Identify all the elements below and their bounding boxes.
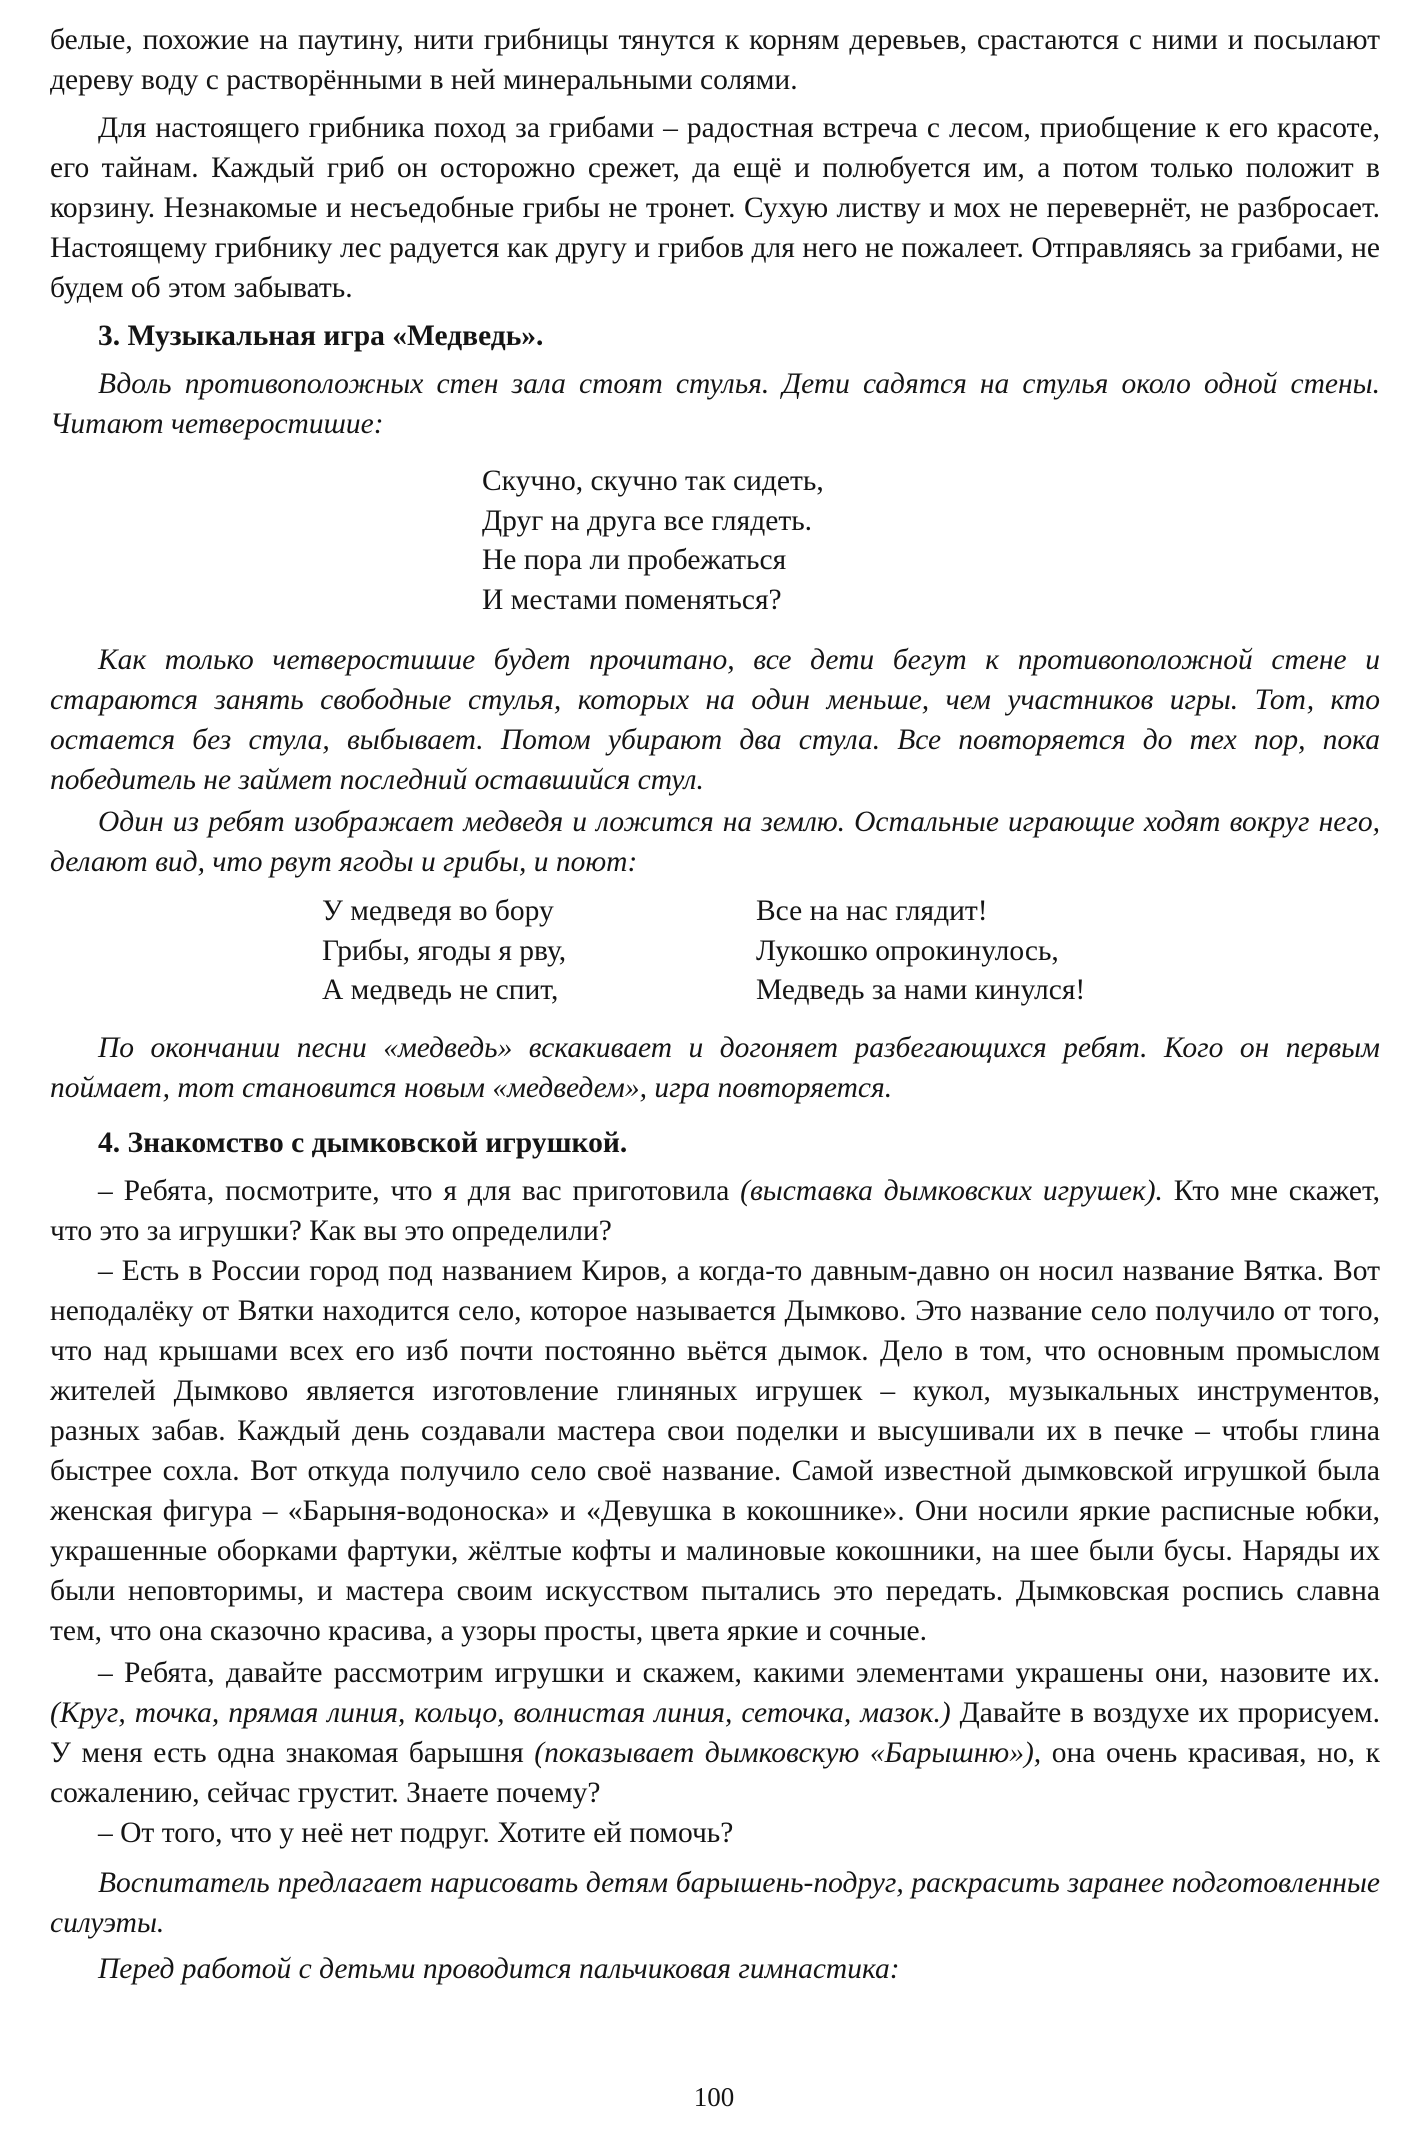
instruction-chairs: Вдоль противоположных стен зала стоят стулья. Дети садятся на стулья около одной стены. Читают четверостишие:	[50, 368, 1380, 440]
song-line: Лукошко опрокинулось,	[756, 934, 1059, 967]
question-elements-list: (Круг, точка, прямая линия, кольцо, волнистая линия, сеточка, мазок.)	[50, 1697, 951, 1729]
song-line: Грибы, ягоды я рву,	[322, 934, 567, 967]
quatrain-line: Друг на друга все глядеть.	[482, 504, 813, 537]
quatrain	[482, 462, 824, 620]
song-line: Все на нас глядит!	[756, 895, 988, 927]
song-line: Медведь за нами кинулся!	[756, 974, 1086, 1006]
question-friends: – От того, что у неё нет подруг. Хотите ей помочь?	[98, 1817, 734, 1849]
question-elements-note: (показывает дымковскую «Барышню»),	[534, 1737, 1042, 1769]
instruction-end: По окончании песни «медведь» вскакивает и догоняет разбегающихся ребят. Кого он первым поймает, тот становится новым «медведем», игра повторяется.	[50, 1032, 1380, 1104]
text-block-top	[50, 20, 1380, 308]
heading-section-4: 4. Знакомство с дымковской игрушкой.	[98, 1127, 628, 1159]
instruction-gymnastics: Перед работой с детьми проводится пальчиковая гимнастика:	[98, 1953, 900, 1985]
question-elements-text-3: она очень красивая, но, к сожалению, сейчас грустит. Знаете почему?	[50, 1737, 1380, 1809]
instruction-bear: Один из ребят изображает медведя и ложится на землю. Остальные играющие ходят вокруг него, делают вид, что рвут ягоды и грибы, и поют:	[50, 806, 1380, 878]
question-toys-text-2: Кто мне скажет, что это за игрушки? Как вы это определили?	[50, 1175, 1380, 1247]
quatrain-line: И местами поменяться?	[482, 583, 782, 616]
quatrain-line: Скучно, скучно так сидеть,	[482, 465, 824, 497]
song-line: А медведь не спит,	[322, 974, 559, 1006]
paragraph-intro-end: белые, похожие на паутину, нити грибницы тянутся к корням деревьев, срастаются с ними и посылают дереву воду с растворёнными в ней минеральными солями.	[50, 24, 1380, 96]
text-block-game	[50, 640, 1380, 882]
heading-section-3: 3. Музыкальная игра «Медведь».	[98, 320, 544, 352]
question-elements	[50, 1653, 1380, 1813]
instruction-run: Как только четверостишие будет прочитано, все дети бегут к противоположной стене и стараются занять свободные стулья, которых на один меньше, чем участников игры. Тот, кто остается без стула, выбывает. Потом убирают два стула. Все повторяется до тех пор, пока победитель не займет последний оставшийся стул.	[50, 644, 1380, 796]
story-dymkovo: – Есть в России город под названием Киров, а когда-то давным-давно он носил название Вятка. Вот неподалёку от Вятки находится село, которое называется Дымково. Это название село получило от того, что над крышами всех его изб почти постоянно вьётся дымок. Дело в том, что основным промыслом жителей Дымково является изготовление глиняных игрушек – кукол, музыкальных инструментов, разных забав. Каждый день создавали мастера свои поделки и высушивали их в печке – чтобы глина быстрее сохла. Вот откуда получило село своё название. Самой известной дымковской игрушкой была женская фигура – «Барыня-водоноска» и «Девушка в кокошнике». Они носили яркие расписные юбки, украшенные оборками фартуки, жёлтые кофты и малиновые кокошники, на шее были бусы. Наряды их были неповторимы, и мастера своим искусством пытались это передать. Дымковская роспись славна тем, что она сказочно красива, а узоры просты, цвета яркие и сочные.	[50, 1255, 1380, 1647]
paragraph-mushroom-picker: Для настоящего грибника поход за грибами – радостная встреча с лесом, приобщение к его красоте, его тайнам. Каждый гриб он осторожно срежет, да ещё и полюбуется им, а потом только положит в корзину. Незнакомые и несъедобные грибы не тронет. Сухую листву и мох не перевернёт, не разбросает. Настоящему грибнику лес радуется как другу и грибов для него не пожалеет. Отправляясь за грибами, не будем об этом забывать.	[50, 112, 1380, 304]
section-4	[50, 1123, 1380, 1989]
question-toys-text: – Ребята, посмотрите, что я для вас приготовила	[98, 1175, 741, 1207]
question-elements-text: – Ребята, давайте рассмотрим игрушки и скажем, какими элементами украшены они, назовите их.	[98, 1657, 1380, 1689]
text-block-bear-end	[50, 1028, 1380, 1108]
page-number: 100	[693, 2082, 735, 2112]
song-line: У медведя во бору	[322, 895, 554, 927]
song-left-column	[322, 892, 566, 1011]
question-toys	[50, 1171, 1380, 1251]
question-toys-note: (выставка дымковских игрушек).	[740, 1175, 1163, 1207]
section-3	[50, 316, 1380, 444]
song-right-column	[756, 892, 1085, 1011]
question-elements-text-2: Давайте в воздухе их прорисуем. У меня есть одна знакомая барышня	[50, 1697, 1380, 1769]
quatrain-line: Не пора ли пробежаться	[482, 544, 787, 576]
instruction-draw: Воспитатель предлагает нарисовать детям барышень-подруг, раскрасить заранее подготовленные силуэты.	[50, 1867, 1380, 1939]
